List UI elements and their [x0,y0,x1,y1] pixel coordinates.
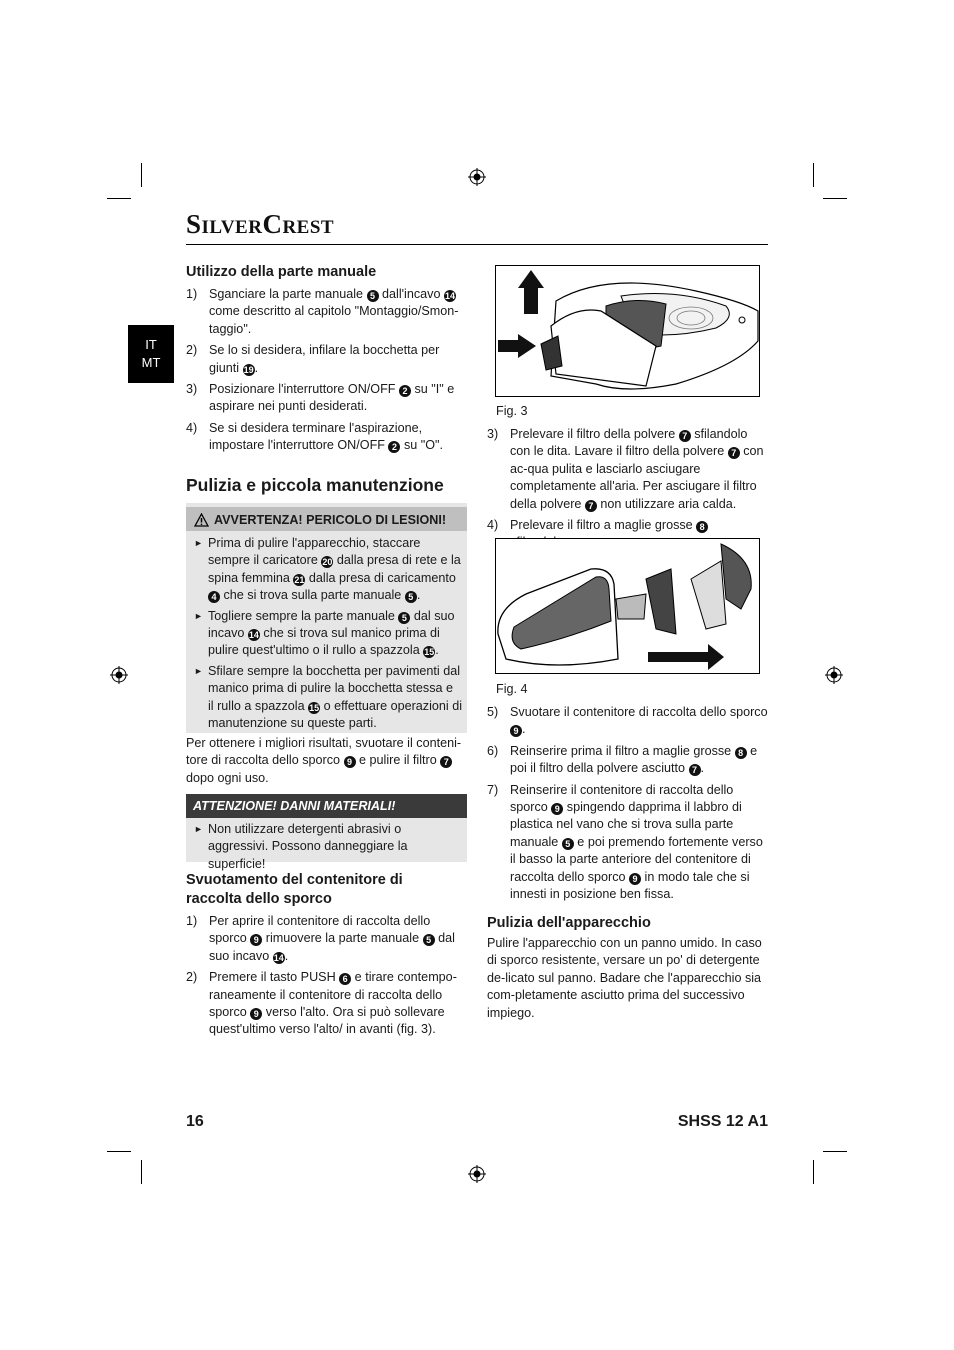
section-heading: Pulizia e piccola manutenzione [186,475,444,495]
text-run: o effettuare operazioni di manutenzione su queste parti. [208,698,463,731]
figure-caption: Fig. 3 [496,404,528,418]
crop-mark [141,163,142,187]
part-number-badge: 5 [405,591,417,603]
text-run: . [700,761,705,776]
text-run: Se lo si desidera, infilare la bocchetta per giunti [209,343,440,375]
step-number: 5) [487,705,499,719]
warning-triangle-icon [194,513,209,527]
text-run: con ac-qua pulita e lasciarlo asciugare completamente all'aria. Per asciugare il filtro della polvere [510,444,764,511]
warning-list [190,535,462,732]
part-number-badge: 15 [309,702,320,713]
paragraph-text: Pulire l'apparecchio con un panno umido. In caso di sporco resistente, versare un po' di detergente de-licato sul panno. Badare che l'apparecchio sia com-pletamente asciutto prima del successivo impiego. [487,936,762,1020]
text-run: dalla presa di rete e la spina femmina [208,553,461,585]
part-number-badge: 20 [322,557,333,568]
bullet-arrow-icon: ► [194,665,203,676]
step-number: 1) [186,914,198,928]
part-number-badge: 7 [679,430,691,442]
figure-4 [495,538,760,674]
steps-list [186,913,467,1039]
part-number-badge: 9 [510,725,522,737]
part-number-badge: 5 [398,612,410,624]
bullet-item [190,663,462,733]
steps-list [487,704,768,903]
crop-mark [813,1160,814,1184]
part-number-badge: 2 [399,385,411,397]
step-item [487,782,768,904]
text-run: che si trova sul manico prima di pulire quest'ultimo o il rullo a spazzola [208,626,440,658]
text-run: spingendo dapprima il labbro di plastica nel vano che si trova sulla parte manuale [510,800,742,849]
text-run: e poi premendo fortemente verso il basso la parte anteriore del contenitore di raccolta dello sporco [510,834,763,884]
device-illustration [496,266,759,396]
text-run: dal suo incavo [208,608,455,641]
page-number: 16 [186,1113,204,1130]
bullet-arrow-icon: ► [194,538,203,548]
text-run: Posizionare l'interruttore ON/OFF [209,382,399,397]
step-number: 4) [186,420,198,435]
bullet-arrow-icon: ► [194,824,203,834]
attention-list [190,821,462,873]
text-run: e poi il filtro della polvere asciutto [510,743,758,776]
text-run: Reinserire prima il filtro a maglie grosse [510,743,735,758]
text-run: dal suo incavo [209,931,455,963]
part-number-badge: 5 [423,934,435,946]
crop-mark [813,163,814,187]
left-column [186,871,467,1039]
figure-caption: Fig. 4 [496,682,528,696]
text-run: come descritto al capitolo "Montaggio/Smon-taggio". [209,304,459,336]
section-heading: Utilizzo della parte manuale [186,264,377,280]
part-number-badge: 2 [388,441,400,453]
text-run: che si trova sulla parte manuale [220,588,405,603]
step-item [186,342,467,377]
part-number-badge: 14 [444,291,455,301]
step-text [209,286,467,338]
crop-mark [823,1151,847,1152]
step-text [209,969,467,1039]
step-item [186,381,467,416]
attention-title: ATTENZIONE! DANNI MATERIALI! [193,799,396,813]
paragraph-text [186,735,467,787]
text-run: Non utilizzare detergenti abrasivi o aggressivi. Possono danneggiare la superficie! [208,822,408,871]
part-number-badge: 14 [248,630,259,641]
text-run: . [254,360,259,375]
step-text [209,913,467,965]
part-number-badge: 5 [562,838,574,850]
step-number: 1) [186,287,198,301]
part-number-badge: 21 [294,574,305,585]
bullet-item [190,821,462,873]
text-run: dalla presa di caricamento [305,570,456,585]
crop-mark [141,1160,142,1184]
crop-mark [107,1151,131,1152]
bullet-text [208,663,462,733]
steps-list [487,426,768,552]
brand-logo: SilverCrest [186,209,335,239]
part-number-badge: 9 [344,756,356,768]
text-run: su "I" e aspirare nei punti desiderati. [209,382,455,414]
filter-illustration [496,539,759,673]
figure-3 [495,265,760,397]
bullet-item [190,535,462,605]
part-number-badge: 8 [696,521,708,533]
text-run: Premere il tasto PUSH [209,970,340,985]
language-code: MT [141,355,161,370]
part-number-badge: 9 [629,873,641,885]
part-number-badge: 19 [243,364,254,375]
step-text [510,704,768,739]
text-run: Per aprire il contenitore di raccolta dello sporco [209,914,431,946]
right-column [487,914,768,1022]
step-number: 6) [487,743,499,758]
warning-title: AVVERTENZA! PERICOLO DI LESIONI! [214,513,447,527]
step-text [510,426,768,513]
text-run: Sganciare la parte manuale [209,287,367,301]
step-number: 2) [186,343,198,358]
text-run: Prelevare il filtro a maglie grosse [510,518,697,533]
text-run: Reinserire il contenitore di raccolta dello sporco [510,782,734,815]
registration-mark-icon [468,168,486,186]
left-column [186,263,467,455]
text-run: Prelevare il filtro della polvere [510,427,679,441]
part-number-badge: 8 [735,747,747,759]
bullet-item [190,608,462,660]
part-number-badge: 7 [585,500,597,512]
section-heading: Svuotamento del contenitore di raccolta dello sporco [186,872,403,907]
step-text [510,743,768,778]
text-run: Svuotare il contenitore di raccolta dello sporco [510,705,768,719]
text-run: rimuovere la parte manuale [262,931,423,946]
part-number-badge: 6 [339,973,351,985]
registration-mark-icon [468,1165,486,1183]
left-column [186,474,476,496]
step-text [209,342,467,377]
text-run: Per ottenere i migliori risultati, svuotare il conteni-tore di raccolta dello sporco [186,736,462,768]
part-number-badge: 7 [728,447,740,459]
step-text [209,420,467,455]
text-run: non utilizzare aria calda. [596,496,737,511]
language-code: IT [145,337,157,352]
part-number-badge: 14 [273,952,284,963]
steps-list [186,286,467,455]
text-run: Prima di pulire l'apparecchio, staccare sempre il caricatore [208,536,421,568]
step-text [510,782,768,904]
bullet-text [208,535,462,605]
text-run: e pulire il filtro [355,753,441,768]
part-number-badge: 15 [424,647,435,658]
step-number: 7) [487,782,499,797]
crop-mark [823,198,847,199]
text-run: verso l'alto. Ora si può sollevare quest'ultimo verso l'alto/ in avanti (fig. 3). [209,1005,445,1037]
text-run: . [416,588,421,603]
part-number-badge: 7 [440,756,452,768]
step-item [487,426,768,513]
text-run: dopo ogni uso. [186,770,269,785]
part-number-badge: 9 [250,1008,262,1020]
part-number-badge: 9 [551,803,563,815]
bullet-text [208,821,462,873]
paragraph [186,735,467,787]
text-run: sfilandolo con le dita. Lavare il filtro della polvere [510,427,748,459]
header-rule [186,244,768,245]
step-item [186,286,467,338]
text-run: e tirare contempo-raneamente il contenitore di raccolta dello sporco [209,970,457,1020]
language-tab [128,325,174,383]
part-number-badge: 9 [250,934,262,946]
step-number: 2) [186,970,198,985]
step-item [186,969,467,1039]
text-run: su "O". [400,438,444,453]
text-run: Togliere sempre la parte manuale [208,608,399,623]
text-run: Sfilare sempre la bocchetta per pavimenti dal manico prima di pulire la bocchetta stessa e il rullo a spazzola [208,663,461,713]
text-run: dall'incavo [378,287,444,301]
step-text [209,381,467,416]
text-run: . [284,948,289,963]
crop-mark [107,198,131,199]
step-item [487,743,768,778]
bullet-arrow-icon: ► [194,610,203,621]
warning-title-row [194,511,464,529]
bullet-text [208,608,462,660]
step-item [487,704,768,739]
section-heading: Pulizia dell'apparecchio [487,915,651,931]
text-run: Se si desidera terminare l'aspirazione, impostare l'interruttore ON/OFF [209,420,423,453]
step-number: 4) [487,518,499,533]
model-number: SHSS 12 A1 [677,1113,768,1130]
part-number-badge: 4 [208,591,220,603]
step-item [186,420,467,455]
registration-mark-icon [825,666,843,684]
registration-mark-icon [110,666,128,684]
text-run: . [522,722,526,737]
text-run: . [435,643,439,658]
part-number-badge: 7 [689,764,701,776]
part-number-badge: 5 [367,290,379,302]
text-run: in modo tale che si innesti in posizione ben fissa. [510,869,750,902]
step-number: 3) [186,382,198,397]
step-number: 3) [487,427,499,441]
step-item [186,913,467,965]
